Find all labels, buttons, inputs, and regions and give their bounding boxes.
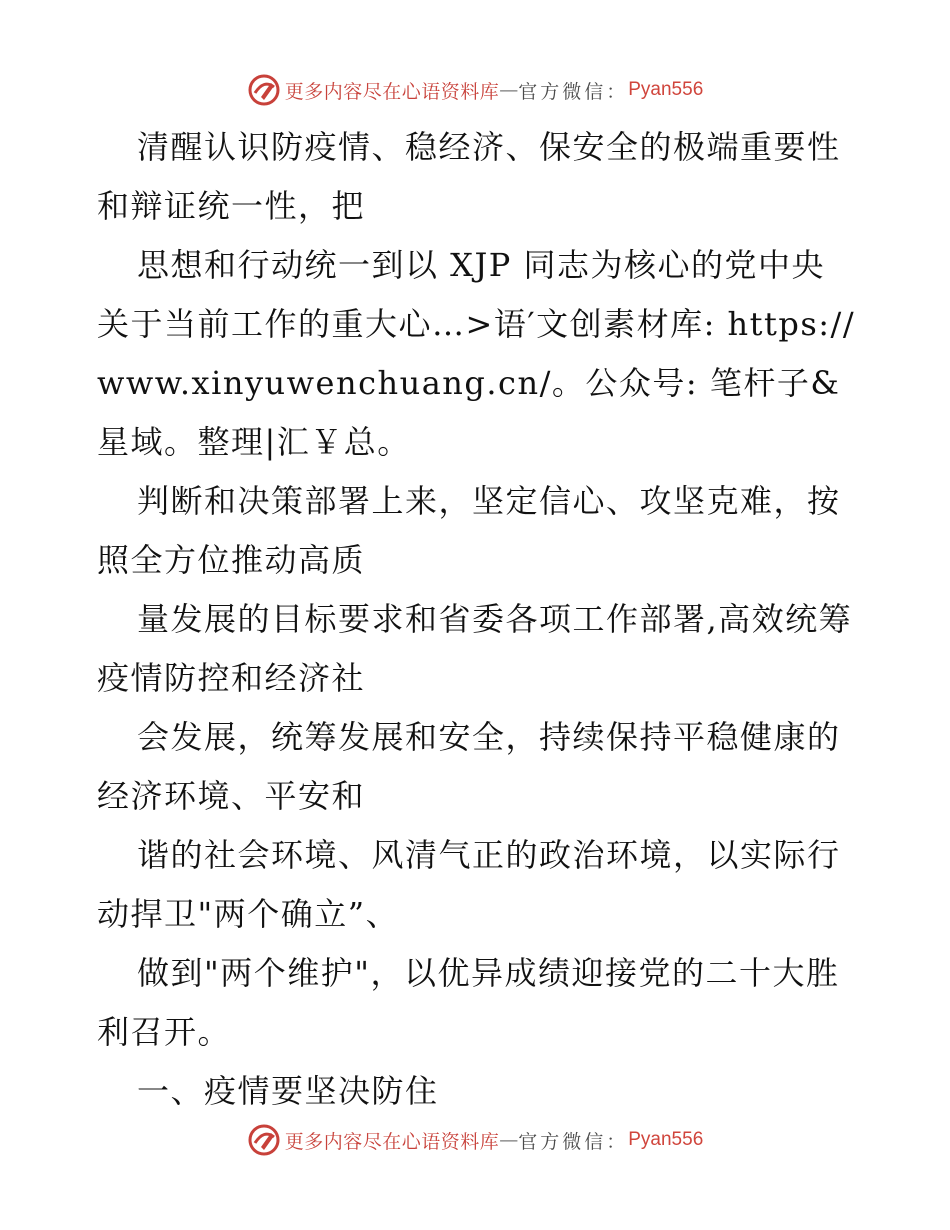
footer-banner	[0, 1120, 950, 1160]
banner-dash: —	[499, 1129, 519, 1151]
banner-official-label: 官方微信：	[518, 1130, 629, 1153]
banner-dash: —	[499, 79, 519, 101]
paragraph: 量发展的目标要求和省委各项工作部署,高效统筹疫情防控和经济社	[97, 600, 853, 697]
banner-wechat-id: Pyan556	[628, 1129, 704, 1150]
paragraph: 判断和决策部署上来，坚定信心、攻坚克难，按照全方位推动高质	[97, 482, 841, 579]
section-heading: 一、疫情要坚决防住	[137, 1072, 439, 1110]
header-banner	[0, 70, 950, 110]
paragraph: 会发展，统筹发展和安全，持续保持平稳健康的经济环境、平安和	[97, 718, 841, 815]
banner-official-label: 官方微信：	[518, 80, 629, 103]
brand-logo-icon	[247, 73, 281, 107]
paragraph: 谐的社会环境、风清气正的政治环境，以实际行动捍卫"两个确立”、	[97, 836, 841, 933]
banner-brand-text: 更多内容尽在心语资料库	[284, 1130, 500, 1153]
paragraph: 思想和行动统一到以 XJP 同志为核心的党中央关于当前工作的重大心…>语′文创素材库: https://www.xinyuwenchuang.cn/。公众号: 笔杆子&星域。整理|汇￥总。	[97, 246, 856, 461]
document-body	[97, 118, 857, 1121]
paragraph: 做到"两个维护"，以优异成绩迎接党的二十大胜利召开。	[97, 954, 840, 1051]
banner-brand-text: 更多内容尽在心语资料库	[284, 80, 500, 103]
banner-wechat-id: Pyan556	[628, 79, 704, 100]
brand-logo-icon	[247, 1123, 281, 1157]
paragraph: 清醒认识防疫情、稳经济、保安全的极端重要性和辩证统一性，把	[97, 128, 841, 225]
